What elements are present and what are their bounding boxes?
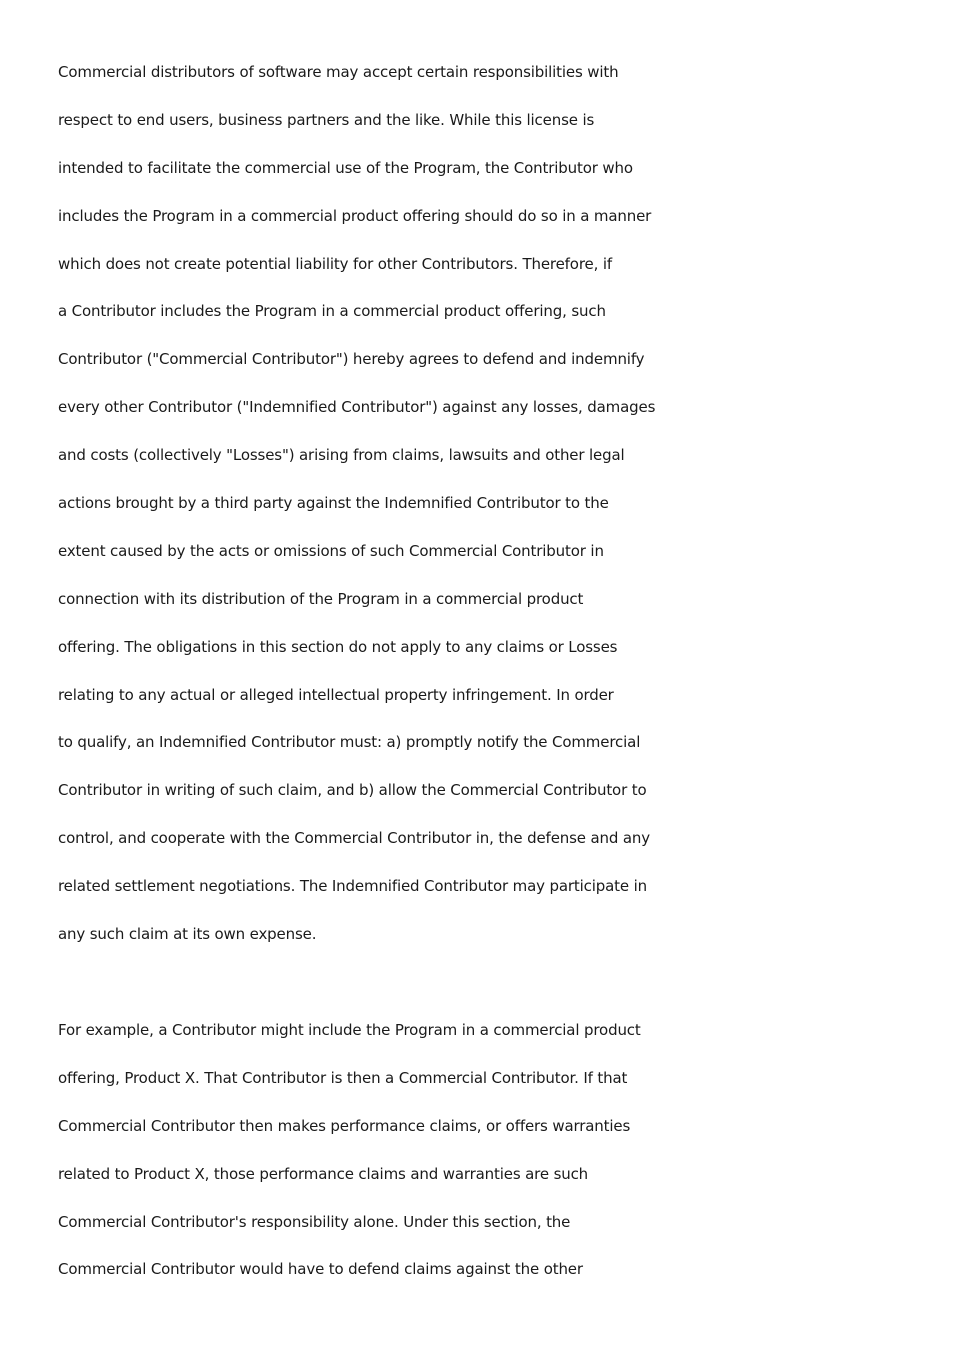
text-line: relating to any actual or alleged intellectual property infringement. In order: [58, 685, 614, 704]
text-line: every other Contributor ("Indemnified Contributor") against any losses, damages: [58, 398, 656, 417]
text-line: connection with its distribution of the Program in a commercial product: [58, 589, 584, 608]
text-line: which does not create potential liability for other Contributors. Therefore, if: [58, 254, 612, 273]
text-line: actions brought by a third party against the Indemnified Contributor to the: [58, 494, 609, 513]
text-line: respect to end users, business partners and the like. While this license is: [58, 110, 595, 129]
text-line: offering, Product X. That Contributor is then a Commercial Contributor. If that: [58, 1068, 628, 1087]
text-line: a Contributor includes the Program in a commercial product offering, such: [58, 302, 606, 321]
text-line: any such claim at its own expense.: [58, 925, 317, 944]
text-line: Commercial Contributor then makes performance claims, or offers warranties: [58, 1116, 631, 1135]
text-line: Commercial Contributor's responsibility alone. Under this section, the: [58, 1212, 571, 1231]
paragraph-commercial-distribution: [58, 58, 938, 968]
text-line: and costs (collectively "Losses") arising from claims, lawsuits and other legal: [58, 446, 625, 465]
text-line: related to Product X, those performance claims and warranties are such: [58, 1164, 589, 1183]
text-line: extent caused by the acts or omissions of such Commercial Contributor in: [58, 541, 604, 560]
text-line: control, and cooperate with the Commercial Contributor in, the defense and any: [58, 829, 650, 848]
text-line: Commercial distributors of software may accept certain responsibilities with: [58, 63, 619, 81]
text-line: related settlement negotiations. The Indemnified Contributor may participate in: [58, 877, 647, 896]
text-line: Contributor in writing of such claim, and b) allow the Commercial Contributor to: [58, 781, 647, 800]
text-line: offering. The obligations in this section do not apply to any claims or Losses: [58, 637, 618, 656]
text-line: For example, a Contributor might include the Program in a commercial product: [58, 1021, 641, 1039]
text-line: includes the Program in a commercial product offering should do so in a manner: [58, 206, 652, 225]
text-line: to qualify, an Indemnified Contributor must: a) promptly notify the Commercial: [58, 733, 641, 752]
text-line: Commercial Contributor would have to defend claims against the other: [58, 1260, 583, 1279]
text-line: Contributor ("Commercial Contributor") hereby agrees to defend and indemnify: [58, 350, 645, 369]
paragraph-example: [58, 1016, 938, 1303]
text-line: intended to facilitate the commercial use of the Program, the Contributor who: [58, 158, 633, 177]
